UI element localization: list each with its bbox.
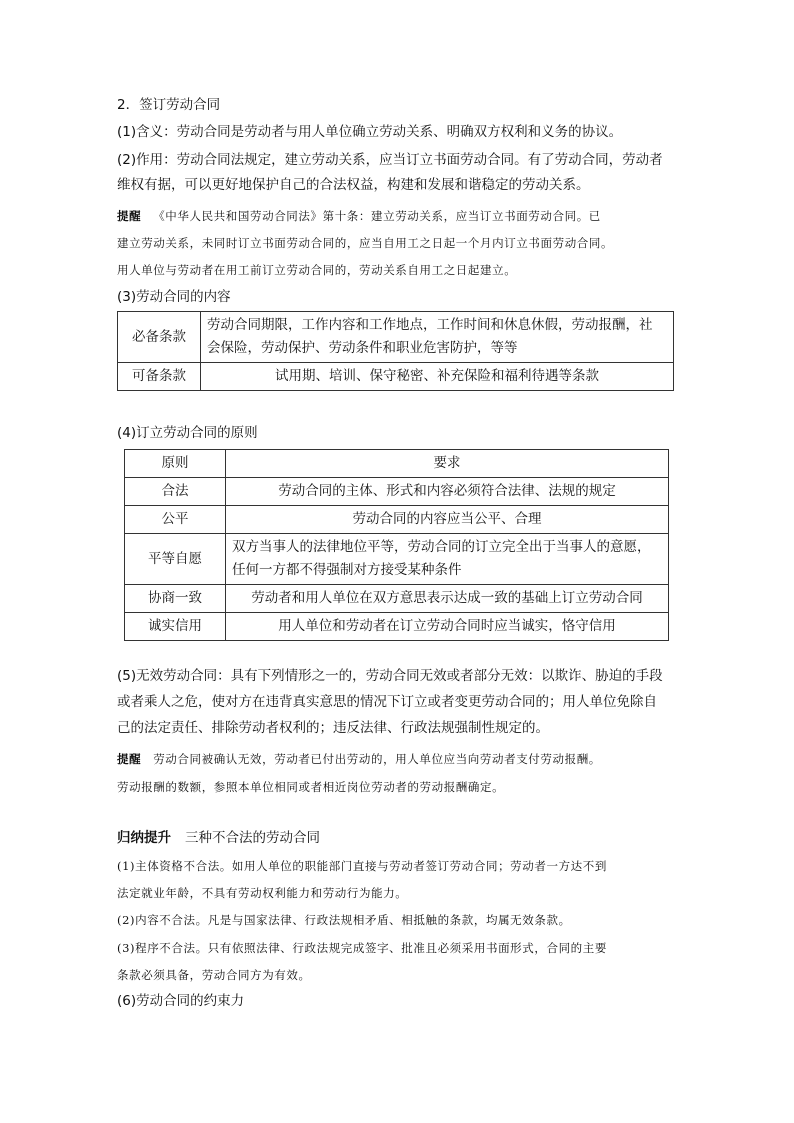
- principle-cell: 公平: [125, 506, 226, 534]
- principles-heading: (4)订立劳动合同的原则: [117, 425, 258, 441]
- table-row: [125, 506, 669, 534]
- reminder-note-2-line-2: 劳动报酬的数额，参照本单位相同或者相近岗位劳动者的劳动报酬确定。: [117, 780, 505, 794]
- table-cell-content: 试用期、培训、保守秘密、补充保险和福利待遇等条款: [201, 363, 674, 391]
- summary-item-3-line-1: (3)程序不合法。只有依照法律、行政法规完成签字、批准且必须采用书面形式，合同的主要: [117, 941, 607, 955]
- table-cell-label: 必备条款: [118, 312, 201, 363]
- reminder-note-1-line-2: 建立劳动关系，未同时订立书面劳动合同的，应当自用工之日起一个月内订立书面劳动合同。: [117, 236, 614, 250]
- table-cell-label: 可备条款: [118, 363, 201, 391]
- summary-item-1-line-2: 法定就业年龄，不具有劳动权利能力和劳动行为能力。: [117, 886, 408, 900]
- function-paragraph-line-2: 维权有据，可以更好地保护自己的合法权益，构建和发展和谐稳定的劳动关系。: [117, 177, 590, 193]
- requirement-cell: 双方当事人的法律地位平等，劳动合同的订立完全出于当事人的意愿， 任何一方都不得强制对方接受某种条件: [226, 534, 669, 585]
- table-row: [118, 363, 674, 391]
- table-cell-content: 劳动合同期限，工作内容和工作地点，工作时间和休息休假，劳动报酬，社 会保险，劳动保护、劳动条件和职业危害防护，等等: [201, 312, 674, 363]
- table-row: [125, 534, 669, 585]
- summary-label: 归纳提升: [117, 830, 171, 846]
- table-row: [125, 613, 669, 641]
- reminder-label: 提醒: [117, 209, 142, 223]
- requirement-cell: 用人单位和劳动者在订立劳动合同时应当诚实，恪守信用: [226, 613, 669, 641]
- table-header-row: [125, 450, 669, 478]
- requirement-cell: 劳动者和用人单位在双方意思表示达成一致的基础上订立劳动合同: [226, 585, 669, 613]
- reminder-note-2-line-1: [117, 750, 601, 768]
- column-header-requirement: 要求: [226, 450, 669, 478]
- table-row: [118, 312, 674, 363]
- summary-item-1-line-1: (1)主体资格不合法。如用人单位的职能部门直接与劳动者签订劳动合同；劳动者一方达不到: [117, 859, 607, 873]
- table-row: [125, 478, 669, 506]
- reminder-text: 《中华人民共和国劳动合同法》第十条：建立劳动关系，应当订立书面劳动合同。已: [153, 209, 601, 223]
- function-paragraph-line-1: (2)作用：劳动合同法规定，建立劳动关系，应当订立书面劳动合同。有了劳动合同，劳动者: [117, 152, 663, 168]
- summary-title: 三种不合法的劳动合同: [185, 830, 320, 846]
- principles-table: [124, 449, 669, 641]
- column-header-principle: 原则: [125, 450, 226, 478]
- contract-content-heading: (3)劳动合同的内容: [117, 289, 231, 305]
- reminder-label: 提醒: [117, 752, 142, 766]
- contract-content-table: [117, 311, 674, 391]
- summary-item-2: (2)内容不合法。凡是与国家法律、行政法规相矛盾、相抵触的条款，均属无效条款。: [117, 913, 571, 927]
- principle-cell: 协商一致: [125, 585, 226, 613]
- invalid-contract-line-3: 己的法定责任、排除劳动者权利的；违反法律、行政法规强制性规定的。: [117, 720, 549, 736]
- requirement-cell: 劳动合同的主体、形式和内容必须符合法律、法规的规定: [226, 478, 669, 506]
- principle-cell: 合法: [125, 478, 226, 506]
- principle-cell: 平等自愿: [125, 534, 226, 585]
- summary-heading: [117, 829, 320, 847]
- invalid-contract-line-1: (5)无效劳动合同：具有下列情形之一的，劳动合同无效或者部分无效：以欺诈、胁迫的手段: [117, 668, 663, 684]
- requirement-cell: 劳动合同的内容应当公平、合理: [226, 506, 669, 534]
- definition-paragraph: (1)含义：劳动合同是劳动者与用人单位确立劳动关系、明确双方权利和义务的协议。: [117, 124, 623, 140]
- principle-cell: 诚实信用: [125, 613, 226, 641]
- reminder-text: 劳动合同被确认无效，劳动者已付出劳动的，用人单位应当向劳动者支付劳动报酬。: [153, 752, 601, 766]
- invalid-contract-line-2: 或者乘人之危，使对方在违背真实意思的情况下订立或者变更劳动合同的；用人单位免除自: [117, 694, 657, 710]
- table-row: [125, 585, 669, 613]
- section-heading: 2．签订劳动合同: [117, 97, 221, 113]
- binding-force-heading: (6)劳动合同的约束力: [117, 993, 245, 1009]
- reminder-note-1-line-3: 用人单位与劳动者在用工前订立劳动合同的，劳动关系自用工之日起建立。: [117, 263, 517, 277]
- reminder-note-1-line-1: [117, 207, 601, 225]
- summary-item-3-line-2: 条款必须具备，劳动合同方为有效。: [117, 968, 311, 982]
